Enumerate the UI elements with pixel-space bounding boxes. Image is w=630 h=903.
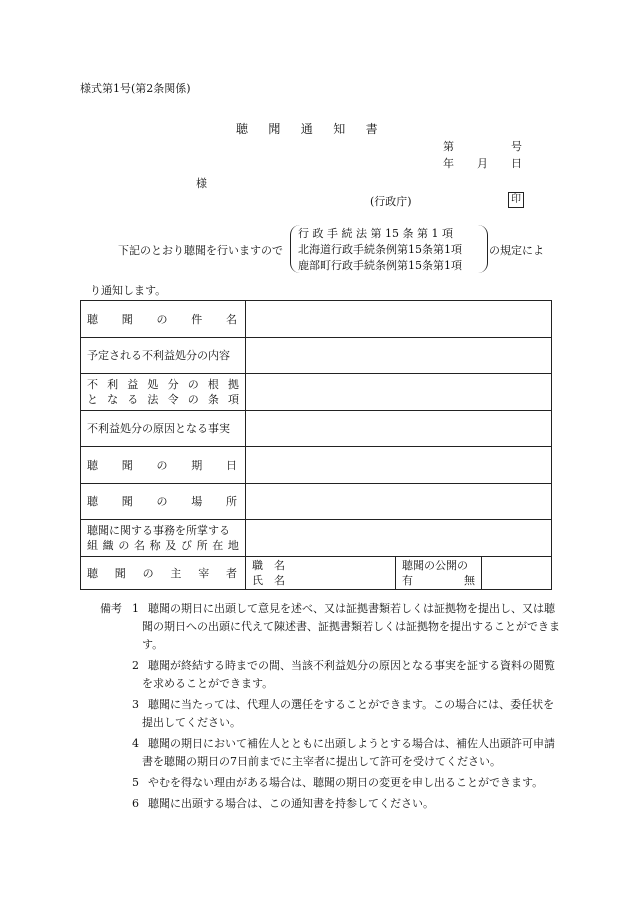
table-row (81, 338, 552, 374)
hearing-table (80, 300, 552, 590)
note-item: 3 聴聞に当たっては、代理人の選任をすることができます。この場合には、委任状を提出してください。 (132, 698, 555, 729)
value-legal-basis[interactable] (246, 374, 552, 411)
agency-label: (行政庁) (370, 195, 412, 208)
table-row (81, 447, 552, 484)
label-organization: 聴聞に関する事務を所掌する 組 織 の 名 称 及 び 所 在 地 (81, 520, 246, 557)
value-disposition-content[interactable] (246, 338, 552, 374)
label-hearing-date: 聴 聞 の 期 日 (81, 447, 246, 484)
law-item: 行 政 手 続 法 第 15 条 第 1 項 (298, 227, 453, 240)
table-row (81, 374, 552, 411)
year-label: 年 (443, 157, 454, 170)
note-item: 1 聴聞の期日に出頭して意見を述べ、又は証拠書類若しくは証拠物を提出し、又は聴聞の期日への出頭に代えて陳述書、証拠書類若しくは証拠物を提出することができます。 (132, 602, 560, 651)
label-case-name: 聴 聞 の 件 名 (81, 301, 246, 338)
value-public-hearing[interactable] (482, 557, 552, 590)
law-item: 北海道行政手続条例第15条第1項 (298, 243, 462, 256)
intro-continuation: り通知します。 (90, 284, 167, 297)
value-officer-name[interactable] (246, 557, 396, 590)
day-label: 日 (511, 157, 522, 170)
table-row (81, 557, 552, 590)
intro-before: 下記のとおり聴聞を行いますので (118, 244, 283, 257)
label-hearing-place: 聴 聞 の 場 所 (81, 484, 246, 520)
seal-mark: 印 (508, 192, 524, 208)
officer-name-label: 氏 名 (252, 574, 285, 587)
law-item: 鹿部町行政手続条例第15条第1項 (298, 259, 462, 272)
table-row (81, 301, 552, 338)
table-row (81, 411, 552, 447)
value-hearing-date[interactable] (246, 447, 552, 484)
table-row (81, 520, 552, 557)
value-hearing-place[interactable] (246, 484, 552, 520)
notes-section (100, 600, 560, 813)
month-label: 月 (477, 157, 488, 170)
recipient-sama: 様 (196, 177, 207, 190)
label-public-hearing: 聴聞の公開の 有 無 (396, 557, 482, 590)
table-row (81, 484, 552, 520)
intro-after: の規定によ (489, 244, 544, 257)
value-organization[interactable] (246, 520, 552, 557)
value-cause-facts[interactable] (246, 411, 552, 447)
note-item: 6 聴聞に出頭する場合は、この通知書を持参してください。 (132, 797, 434, 810)
value-case-name[interactable] (246, 301, 552, 338)
number-suffix: 号 (511, 140, 522, 153)
notes-label: 備考 (100, 602, 122, 615)
officer-title-label: 職 名 (252, 559, 285, 572)
label-legal-basis: 不 利 益 処 分 の 根 拠 と な る 法 令 の 条 項 (81, 374, 246, 411)
law-list (298, 226, 462, 274)
form-label: 様式第1号(第2条関係) (80, 82, 191, 95)
note-item: 4 聴聞の期日において補佐人とともに出頭しようとする場合は、補佐人出頭許可申請書を聴聞の期日の7日前までに主宰者に提出して許可を受けてください。 (132, 737, 555, 768)
note-item: 5 やむを得ない理由がある場合は、聴聞の期日の変更を申し出ることができます。 (132, 776, 544, 789)
note-item: 2 聴聞が終結する時までの間、当該不利益処分の原因となる事実を証する資料の閲覧を求めることができます。 (132, 659, 555, 690)
number-prefix: 第 (443, 140, 454, 153)
label-presiding-officer: 聴 聞 の 主 宰 者 (81, 557, 246, 590)
label-cause-facts: 不利益処分の原因となる事実 (81, 411, 246, 447)
document-title: 聴 聞 通 知 書 (236, 122, 382, 136)
label-disposition-content: 予定される不利益処分の内容 (81, 338, 246, 374)
